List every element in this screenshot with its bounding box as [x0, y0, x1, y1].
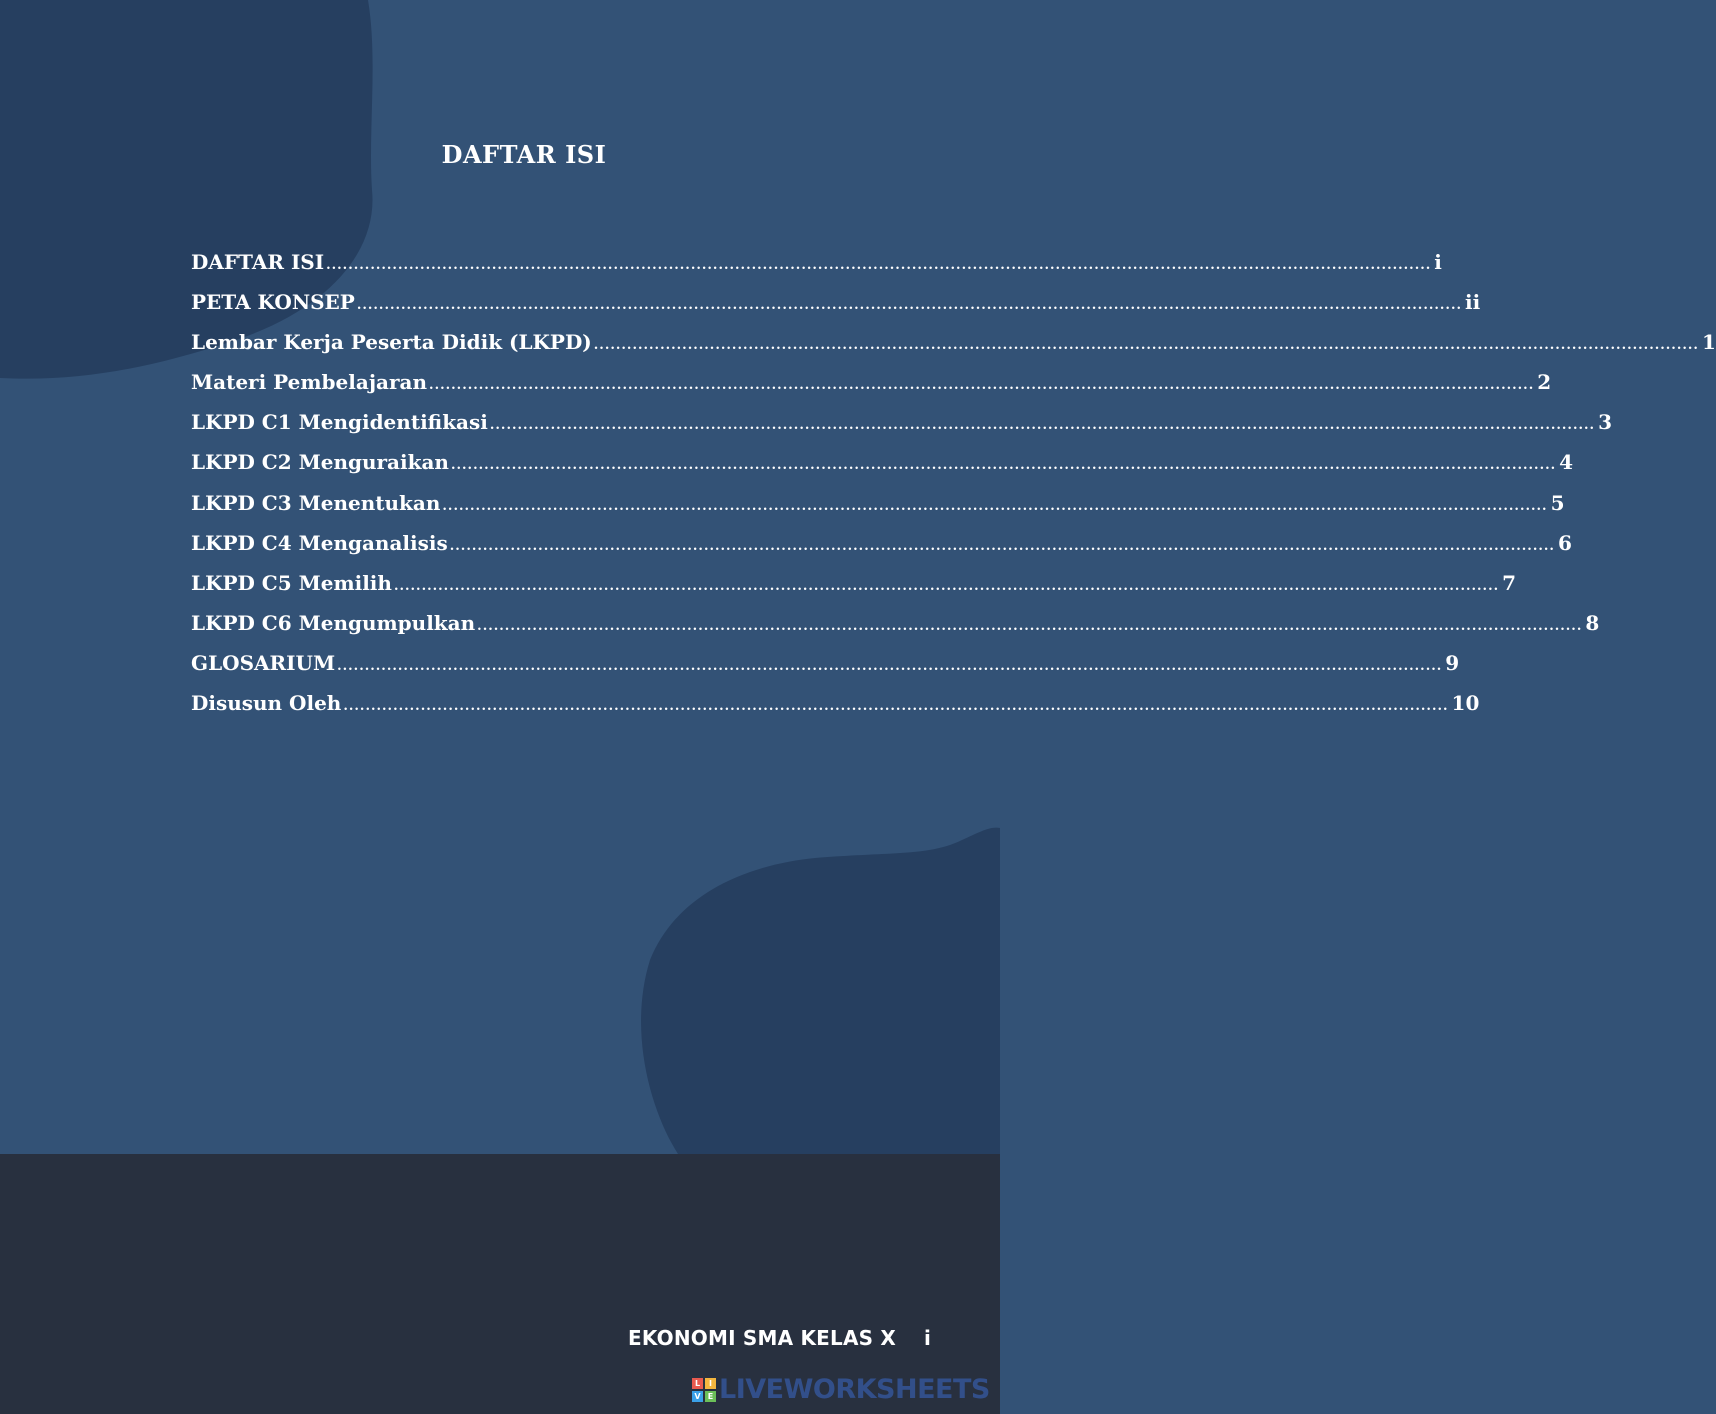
toc-entry-page: 2	[1537, 370, 1552, 395]
toc-entry[interactable]	[191, 290, 1481, 330]
table-of-contents	[191, 250, 1716, 731]
toc-entry-page: ii	[1465, 290, 1481, 315]
toc-dot-leader: ........................................................................................................................................................................................................	[429, 378, 1535, 394]
toc-entry-page: 3	[1598, 410, 1612, 435]
toc-entry-label: Lembar Kerja Peserta Didik (LKPD)	[191, 330, 592, 355]
toc-entry[interactable]	[191, 530, 1572, 571]
liveworksheets-logo-icon	[692, 1378, 716, 1402]
toc-dot-leader: ........................................................................................................................................................................................................	[442, 498, 1548, 514]
toc-entry-label: LKPD C1 Mengidentifikasi	[191, 410, 488, 435]
toc-entry-page: 6	[1557, 530, 1572, 555]
toc-entry[interactable]	[191, 330, 1716, 370]
toc-entry-label: GLOSARIUM	[191, 650, 336, 675]
toc-entry-page: 5	[1550, 490, 1565, 515]
toc-entry-page: 8	[1585, 610, 1600, 635]
toc-dot-leader: ........................................................................................................................................................................................................	[449, 538, 1555, 554]
toc-dot-leader: ........................................................................................................................................................................................................	[393, 578, 1500, 594]
toc-entry[interactable]	[191, 370, 1552, 410]
toc-entry-label: DAFTAR ISI	[191, 250, 325, 274]
footer-page-number: i	[924, 1326, 931, 1350]
toc-entry-label: PETA KONSEP	[191, 290, 355, 315]
toc-dot-leader: ........................................................................................................................................................................................................	[450, 458, 1557, 474]
toc-entry-label: Disusun Oleh	[191, 691, 342, 716]
toc-entry-label: LKPD C6 Mengumpulkan	[191, 610, 476, 635]
logo-letter: V	[692, 1391, 703, 1402]
toc-entry[interactable]	[191, 650, 1460, 691]
toc-entry[interactable]	[191, 450, 1574, 490]
logo-letter: E	[705, 1391, 716, 1402]
toc-dot-leader: ........................................................................................................................................................................................................	[356, 298, 1463, 314]
toc-entry-label: LKPD C2 Menguraikan	[191, 450, 449, 475]
toc-entry[interactable]	[191, 610, 1600, 651]
toc-entry[interactable]	[191, 691, 1480, 731]
page-title: DAFTAR ISI	[441, 140, 607, 169]
toc-entry[interactable]	[191, 490, 1565, 531]
footer-label: EKONOMI SMA KELAS X	[628, 1326, 897, 1350]
toc-entry-label: LKPD C4 Menganalisis	[191, 530, 448, 555]
toc-entry[interactable]	[191, 570, 1517, 611]
toc-dot-leader: ........................................................................................................................................................................................................	[477, 618, 1583, 634]
toc-dot-leader: ........................................................................................................................................................................................................	[337, 658, 1443, 674]
toc-entry-page: i	[1434, 250, 1442, 274]
toc-entry[interactable]	[191, 410, 1612, 450]
logo-letter: L	[692, 1378, 703, 1389]
toc-dot-leader: ........................................................................................................................................................................................................	[326, 258, 1432, 273]
liveworksheets-watermark	[692, 1376, 990, 1404]
toc-dot-leader: ........................................................................................................................................................................................................	[343, 699, 1449, 715]
toc-entry-page: 10	[1451, 691, 1480, 716]
toc-entry-label: Materi Pembelajaran	[191, 370, 428, 395]
toc-entry-page: 7	[1502, 570, 1517, 595]
toc-dot-leader: ........................................................................................................................................................................................................	[489, 418, 1596, 434]
toc-entry-page: 4	[1559, 450, 1574, 475]
watermark-text: LIVEWORKSHEETS	[719, 1374, 990, 1405]
toc-entry-label: LKPD C5 Memilih	[191, 570, 392, 595]
toc-entry-page: 9	[1445, 650, 1460, 675]
toc-entry-label: LKPD C3 Menentukan	[191, 490, 441, 515]
logo-letter: I	[705, 1378, 716, 1389]
toc-entry[interactable]	[191, 250, 1442, 290]
toc-dot-leader: ........................................................................................................................................................................................................	[593, 338, 1699, 354]
toc-entry-page: 1	[1701, 330, 1716, 355]
